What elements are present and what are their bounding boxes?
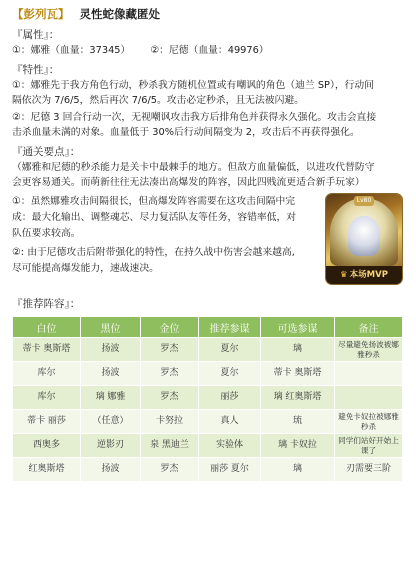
table-row: 库尔 扬波 罗杰 夏尔 蒂卡 奥斯塔 <box>13 362 403 386</box>
column-header: 黑位 <box>81 317 141 338</box>
table-row: 西奥多 逆影刃 泉 黑迪兰 实验体 璃 卡奴拉 同学们站好开始上课了 <box>13 434 403 458</box>
column-header: 白位 <box>13 317 81 338</box>
trait-item: ②：尼德 3 回合行动一次，无视嘲讽攻击我方后排角色并获得永久强化。攻击会直接 击杀血量未满的对象。血量低于 30%后行动间隔变为 2，攻击后不再获得强化。 <box>12 112 377 138</box>
attribute-item: ①：娜雅（血量：37345） <box>12 45 131 56</box>
region-tag: 【彭列瓦】 <box>12 7 70 21</box>
table-row: 蒂卡 奥斯塔 扬波 罗杰 夏尔 璃 尽量避免扬波被娜雅秒杀 <box>13 338 403 362</box>
tips-intro: 会更容易通关。而萌新往往无法凑出高爆发的阵容，因此四贱流更适合新手玩家） <box>12 177 365 188</box>
attributes-list <box>12 43 402 59</box>
table-row: 红奥斯塔 扬波 罗杰 丽莎 夏尔 璃 刃需要三阶 <box>13 458 403 482</box>
lineup-table <box>12 316 403 482</box>
character-portrait <box>348 216 380 256</box>
mvp-banner: ♛ 本场MVP <box>326 266 402 284</box>
table-row: 蒂卡 丽莎 （任意） 卡努拉 真人 琉 避免卡奴拉被娜雅秒杀 <box>13 410 403 434</box>
page-title <box>12 6 402 24</box>
column-header: 可选参谋 <box>261 317 335 338</box>
attributes-heading: 『属性』： <box>12 29 60 41</box>
tips-points <box>12 194 402 290</box>
trophy-icon: ♛ <box>340 270 348 280</box>
lineup-heading: 『推荐阵容』： <box>12 298 81 310</box>
traits-heading: 『特性』： <box>12 64 60 76</box>
trait-item: ①：娜雅先于我方角色行动，秒杀我方随机位置或有嘲讽的角色（迪兰 SP），行动间 隔依次为 7/6/5，然后再次 7/6/5。攻击必定秒杀，且无法被闪避。 <box>12 80 375 106</box>
table-header-row <box>13 317 403 338</box>
mvp-character-card <box>326 194 402 284</box>
stage-name: 灵性蛇像藏匿处 <box>79 7 160 21</box>
level-badge: Lv80 <box>354 196 374 206</box>
tip-item: ②: 由于尼德攻击后附带强化的特性，在持久战中伤害会越来越高, 尽可能提高爆发能力，速战速决。 <box>12 247 295 274</box>
tip-item: ①：虽然娜雅攻击间隔很长，但高爆发阵容需要在这攻击间隔中完 成：最大化输出、调整魂芯、尽力复活队友等任务，容错率低，对 队伍要求较高。 <box>12 196 297 239</box>
column-header: 备注 <box>335 317 403 338</box>
attribute-item: ②：尼德（血量：49976） <box>150 45 269 56</box>
table-row: 库尔 璃 娜雅 罗杰 丽莎 璃 红奥斯塔 <box>13 386 403 410</box>
tips-heading: 『通关要点』： <box>12 146 81 158</box>
tips-intro: （娜雅和尼德的秒杀能力是关卡中最棘手的地方。但敌方血量偏低，以进攻代替防守 <box>12 162 375 173</box>
column-header: 推荐参谋 <box>199 317 261 338</box>
column-header: 金位 <box>141 317 199 338</box>
